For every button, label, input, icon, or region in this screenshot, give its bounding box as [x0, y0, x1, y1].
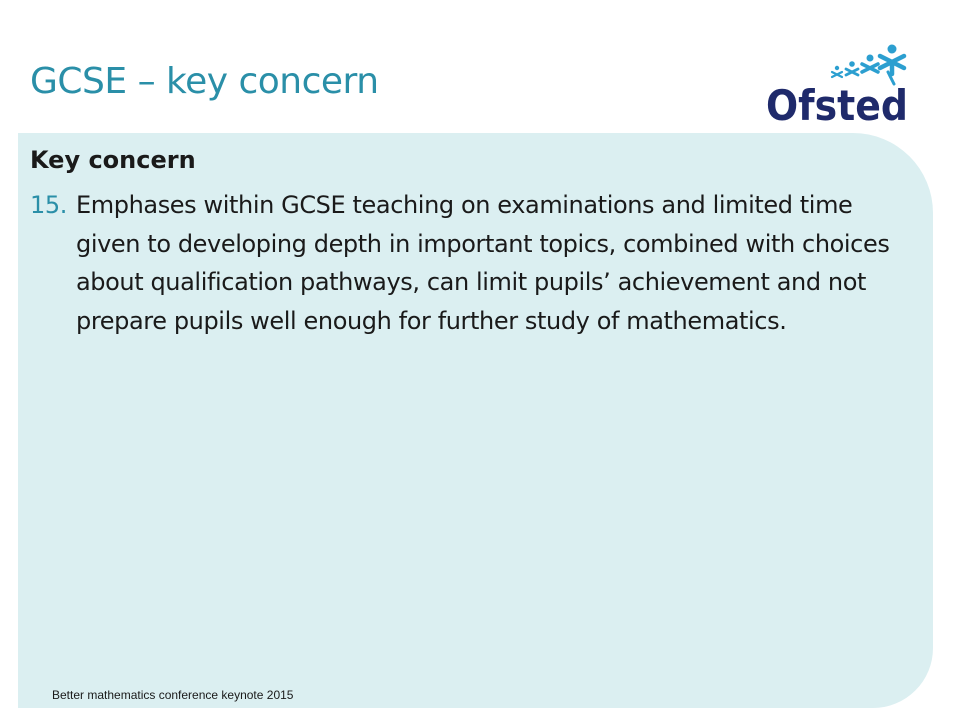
point-number: 15. — [30, 191, 67, 219]
numbered-point — [30, 186, 920, 340]
ofsted-figures-logo-icon — [832, 45, 904, 85]
point-text: Emphases within GCSE teaching on examinations and limited time given to developing depth in important topics, combined with choices about qualification pathways, can limit pupils’ achievement and not prepare pupils well enough for further study of mathematics. — [76, 191, 890, 335]
ofsted-logo-text: Ofsted — [766, 81, 908, 130]
ofsted-logo — [760, 40, 920, 130]
slide-footer: Better mathematics conference keynote 2015 — [52, 688, 294, 702]
content-heading: Key concern — [30, 146, 196, 174]
slide-title: GCSE – key concern — [30, 61, 379, 102]
